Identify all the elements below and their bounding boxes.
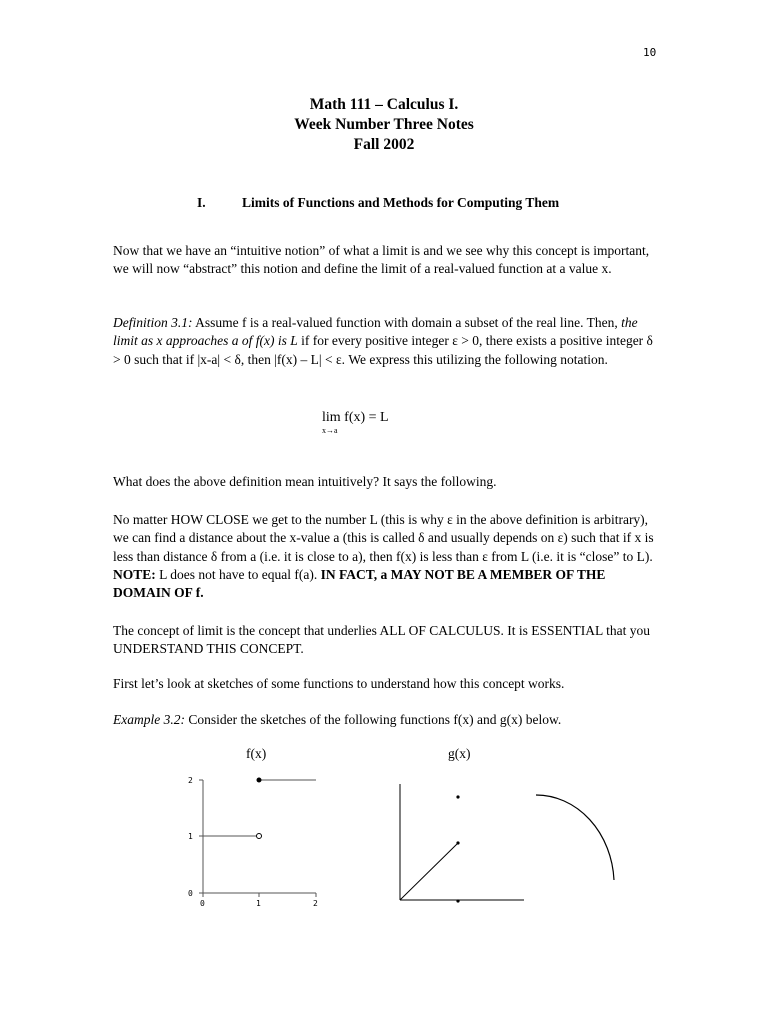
limit-formula — [322, 410, 389, 435]
graph-f — [188, 776, 318, 908]
f-ylabel-0: 0 — [188, 889, 193, 898]
section-numeral: I. — [197, 195, 206, 210]
f-ylabel-1: 1 — [188, 832, 193, 841]
explanation-paragraph — [113, 511, 658, 602]
f-ylabel-2: 2 — [188, 776, 193, 785]
intro-paragraph — [113, 242, 658, 279]
example-paragraph — [113, 711, 658, 729]
g-diagonal-segment — [400, 843, 458, 900]
definition-text-2: if for every positive integer ε > 0, there exists a positive integer δ > 0 such that if |x-a| < δ, then |f(x) – L| < ε. We express this utilizing the following notation. — [113, 333, 653, 367]
g-isolated-point — [456, 795, 459, 798]
g-axis-point — [456, 899, 459, 902]
question-paragraph — [113, 473, 658, 491]
graph-g-label: g(x) — [448, 746, 471, 761]
f-xlabel-1: 1 — [256, 899, 261, 908]
title-line-course: Math 111 – Calculus I. — [309, 96, 459, 113]
title-line-term: Fall 2002 — [353, 136, 415, 153]
definition-italic-phrase: the limit as x approaches a of f(x) is L — [113, 315, 638, 349]
g-segment-endpoint — [456, 841, 459, 844]
sketch-intro-paragraph — [113, 675, 658, 693]
note-text: L does not have to equal f(a). — [155, 566, 321, 582]
definition-paragraph — [113, 314, 658, 369]
concept-paragraph — [113, 622, 658, 659]
g-arc-curve — [536, 795, 614, 880]
graph-g — [400, 784, 614, 903]
f-xlabel-0: 0 — [200, 899, 205, 908]
title-line-notes: Week Number Three Notes — [294, 116, 474, 133]
emphasis-text: IN FACT, a MAY NOT BE A MEMBER OF THE DOMAIN OF f. — [113, 566, 606, 601]
definition-text-1: Assume f is a real-valued function with domain a subset of the real line. Then, — [192, 315, 622, 330]
explanation-text: No matter HOW CLOSE we get to the number L (this is why ε in the above definition is arbitrary), we can find a distance about the x-value a (this is called δ and usually depends on ε) such that if x is less than distance δ from a (i.e. it is close to a), then f(x) is less than ε from L (i.e. it is “close” to L). — [113, 512, 654, 564]
example-text: Consider the sketches of the following functions f(x) and g(x) below. — [184, 712, 562, 727]
section-heading: Limits of Functions and Methods for Computing Them — [242, 195, 560, 210]
f-xlabel-2: 2 — [313, 899, 318, 908]
limit-subscript: x→a — [322, 426, 338, 435]
sketch-intro-text: First let’s look at sketches of some functions to understand how this concept works. — [113, 676, 565, 691]
definition-label: Definition 3.1: — [113, 315, 193, 330]
graph-f-label: f(x) — [246, 746, 267, 761]
limit-body: f(x) = L — [340, 410, 389, 425]
example-label: Example 3.2: — [113, 712, 185, 727]
intro-text: Now that we have an “intuitive notion” of what a limit is and we see why this concept is important, we will now “abstract” this notion and define the limit of a real-valued function at a value x. — [113, 243, 650, 277]
lim-word: lim — [322, 410, 341, 425]
page-title — [0, 95, 768, 155]
concept-text: The concept of limit is the concept that underlies ALL OF CALCULUS. It is ESSENTIAL that you UNDERSTAND THIS CONCEPT. — [113, 623, 651, 657]
f-open-point — [257, 834, 262, 839]
note-label: NOTE: — [113, 566, 156, 582]
limit-operator — [322, 410, 341, 435]
f-closed-point — [257, 778, 262, 783]
question-text: What does the above definition mean intuitively? It says the following. — [113, 474, 497, 489]
page-number: 10 — [643, 46, 657, 59]
